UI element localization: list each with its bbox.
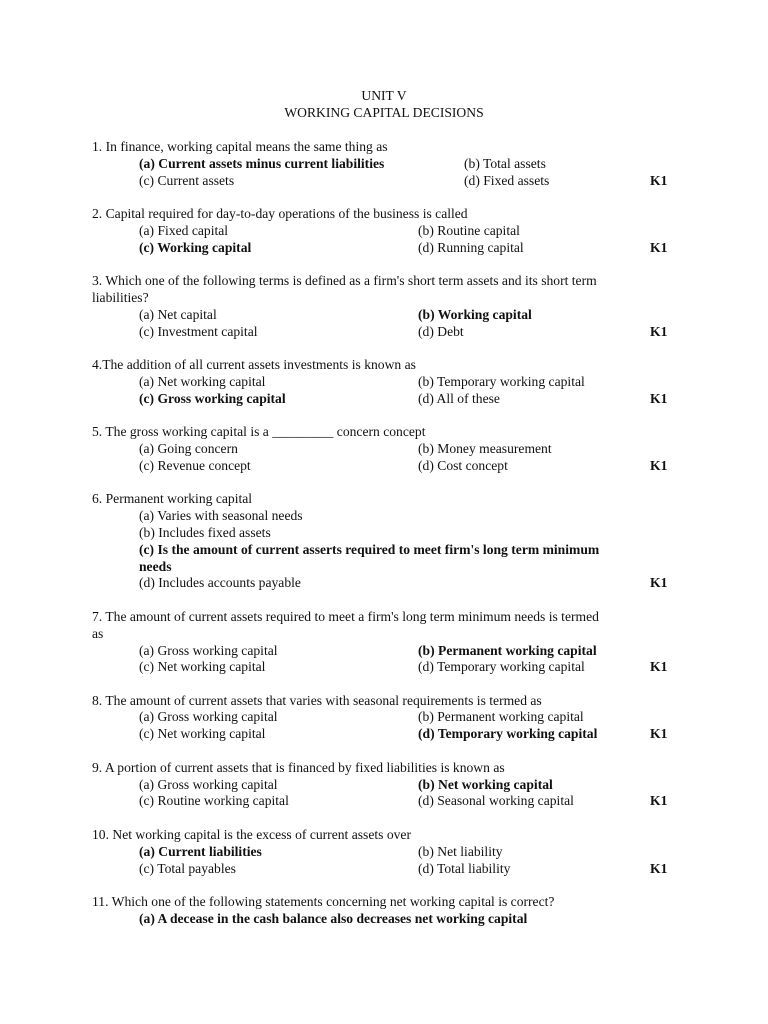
option-a: (a) Going concern xyxy=(139,441,238,456)
option-a-correct: (a) A decease in the cash balance also decreases net working capital xyxy=(139,911,528,926)
question-text: 7. The amount of current assets required to meet a firm's long term minimum needs is termed xyxy=(92,609,599,624)
option-b-correct: (b) Net working capital xyxy=(418,777,553,792)
option-d-correct: (d) Temporary working capital xyxy=(418,726,598,741)
knowledge-level: K1 xyxy=(650,324,668,339)
knowledge-level: K1 xyxy=(650,659,668,674)
option-b: (b) Routine capital xyxy=(418,223,520,238)
option-a: (a) Fixed capital xyxy=(139,223,229,238)
knowledge-level: K1 xyxy=(650,575,668,590)
option-a: (a) Net capital xyxy=(139,307,217,322)
option-a: (a) Gross working capital xyxy=(139,643,278,658)
question-text: 6. Permanent working capital xyxy=(92,491,253,506)
question-text: 1. In finance, working capital means the same thing as xyxy=(92,139,388,154)
option-b-correct: (b) Permanent working capital xyxy=(418,643,597,658)
question-text: 5. The gross working capital is a _________ concern concept xyxy=(92,424,426,439)
option-b: (b) Includes fixed assets xyxy=(139,525,271,540)
option-c-correct-continued: needs xyxy=(139,559,172,574)
option-b: (b) Permanent working capital xyxy=(418,709,584,724)
question-text: 2. Capital required for day-to-day operations of the business is called xyxy=(92,206,468,221)
question-text-continued: as xyxy=(92,626,104,641)
option-a-correct: (a) Current liabilities xyxy=(139,844,262,859)
option-d: (d) Debt xyxy=(418,324,464,339)
option-d: (d) All of these xyxy=(418,391,500,406)
option-b: (b) Net liability xyxy=(418,844,503,859)
option-a: (a) Gross working capital xyxy=(139,709,278,724)
option-d: (d) Running capital xyxy=(418,240,524,255)
knowledge-level: K1 xyxy=(650,458,668,473)
option-c-correct: (c) Working capital xyxy=(139,240,252,255)
question-text: 3. Which one of the following terms is defined as a firm's short term assets and its short term xyxy=(92,273,597,288)
question-text: 10. Net working capital is the excess of current assets over xyxy=(92,827,411,842)
option-a: (a) Net working capital xyxy=(139,374,266,389)
option-d: (d) Cost concept xyxy=(418,458,508,473)
knowledge-level: K1 xyxy=(650,391,668,406)
option-c: (c) Total payables xyxy=(139,861,236,876)
option-c: (c) Current assets xyxy=(139,173,235,188)
knowledge-level: K1 xyxy=(650,726,668,741)
option-d: (d) Seasonal working capital xyxy=(418,793,574,808)
unit-heading: UNIT V xyxy=(361,88,407,103)
question-text-continued: liabilities? xyxy=(92,290,149,305)
option-c: (c) Revenue concept xyxy=(139,458,251,473)
option-d: (d) Includes accounts payable xyxy=(139,575,301,590)
option-b: (b) Total assets xyxy=(464,156,546,171)
option-b: (b) Money measurement xyxy=(418,441,552,456)
option-c-correct: (c) Gross working capital xyxy=(139,391,286,406)
question-text: 9. A portion of current assets that is financed by fixed liabilities is known as xyxy=(92,760,505,775)
option-c: (c) Investment capital xyxy=(139,324,258,339)
option-c: (c) Routine working capital xyxy=(139,793,289,808)
option-d: (d) Total liability xyxy=(418,861,511,876)
option-c: (c) Net working capital xyxy=(139,659,266,674)
option-d: (d) Temporary working capital xyxy=(418,659,585,674)
option-c-correct: (c) Is the amount of current asserts required to meet firm's long term minimum xyxy=(139,542,600,557)
question-text: 4.The addition of all current assets investments is known as xyxy=(92,357,416,372)
option-b-correct: (b) Working capital xyxy=(418,307,532,322)
knowledge-level: K1 xyxy=(650,793,668,808)
option-d: (d) Fixed assets xyxy=(464,173,550,188)
option-c: (c) Net working capital xyxy=(139,726,266,741)
option-a: (a) Varies with seasonal needs xyxy=(139,508,303,523)
knowledge-level: K1 xyxy=(650,240,668,255)
question-text: 8. The amount of current assets that varies with seasonal requirements is termed as xyxy=(92,693,542,708)
option-b: (b) Temporary working capital xyxy=(418,374,585,389)
question-text: 11. Which one of the following statements concerning net working capital is correct? xyxy=(92,894,555,909)
knowledge-level: K1 xyxy=(650,173,668,188)
knowledge-level: K1 xyxy=(650,861,668,876)
option-a-correct: (a) Current assets minus current liabilities xyxy=(139,156,385,171)
option-a: (a) Gross working capital xyxy=(139,777,278,792)
page-title: WORKING CAPITAL DECISIONS xyxy=(284,105,484,120)
